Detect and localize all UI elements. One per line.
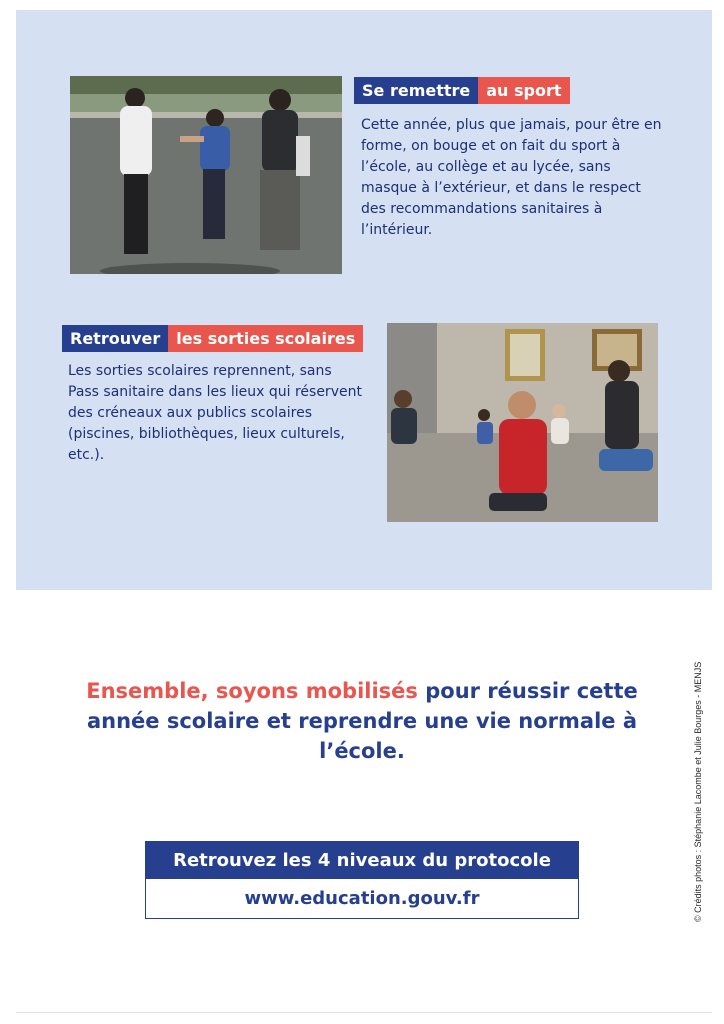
sport-section-title	[354, 77, 570, 104]
bottom-divider	[16, 1012, 712, 1013]
sport-title-part2: au sport	[478, 77, 569, 104]
sport-photo	[70, 76, 342, 274]
sorties-section-text: Les sorties scolaires reprennent, sans Pass sanitaire dans les lieux qui réservent des créneaux aux publics scolaires (piscines, bibliothèques, lieux culturels, etc.).	[68, 363, 362, 463]
slogan-rest: pour réussir cette année scolaire et reprendre une vie normale à l’école.	[86, 679, 638, 763]
photo-credits: © Crédits photos : Stéphanie Lacombe et Julie Bourges - MENJS	[693, 661, 703, 922]
slogan	[80, 676, 644, 766]
protocol-cta-heading: Retrouvez les 4 niveaux du protocole	[146, 842, 578, 879]
education-website-link[interactable]: www.education.gouv.fr	[244, 888, 480, 909]
sorties-section-title	[62, 325, 363, 352]
sport-title-part1: Se remettre	[354, 77, 478, 104]
protocol-cta-box	[145, 841, 579, 919]
sorties-title-part2: les sorties scolaires	[168, 325, 363, 352]
sport-section-text: Cette année, plus que jamais, pour être en forme, on bouge et on fait du sport à l’école, au collège et au lycée, sans masque à l’extérieur, et dans le respect des recommandations sanitaires à l’intérieur.	[361, 117, 662, 238]
museum-photo	[387, 323, 658, 522]
sorties-title-part1: Retrouver	[62, 325, 168, 352]
slogan-highlight: Ensemble, soyons mobilisés	[86, 679, 418, 703]
